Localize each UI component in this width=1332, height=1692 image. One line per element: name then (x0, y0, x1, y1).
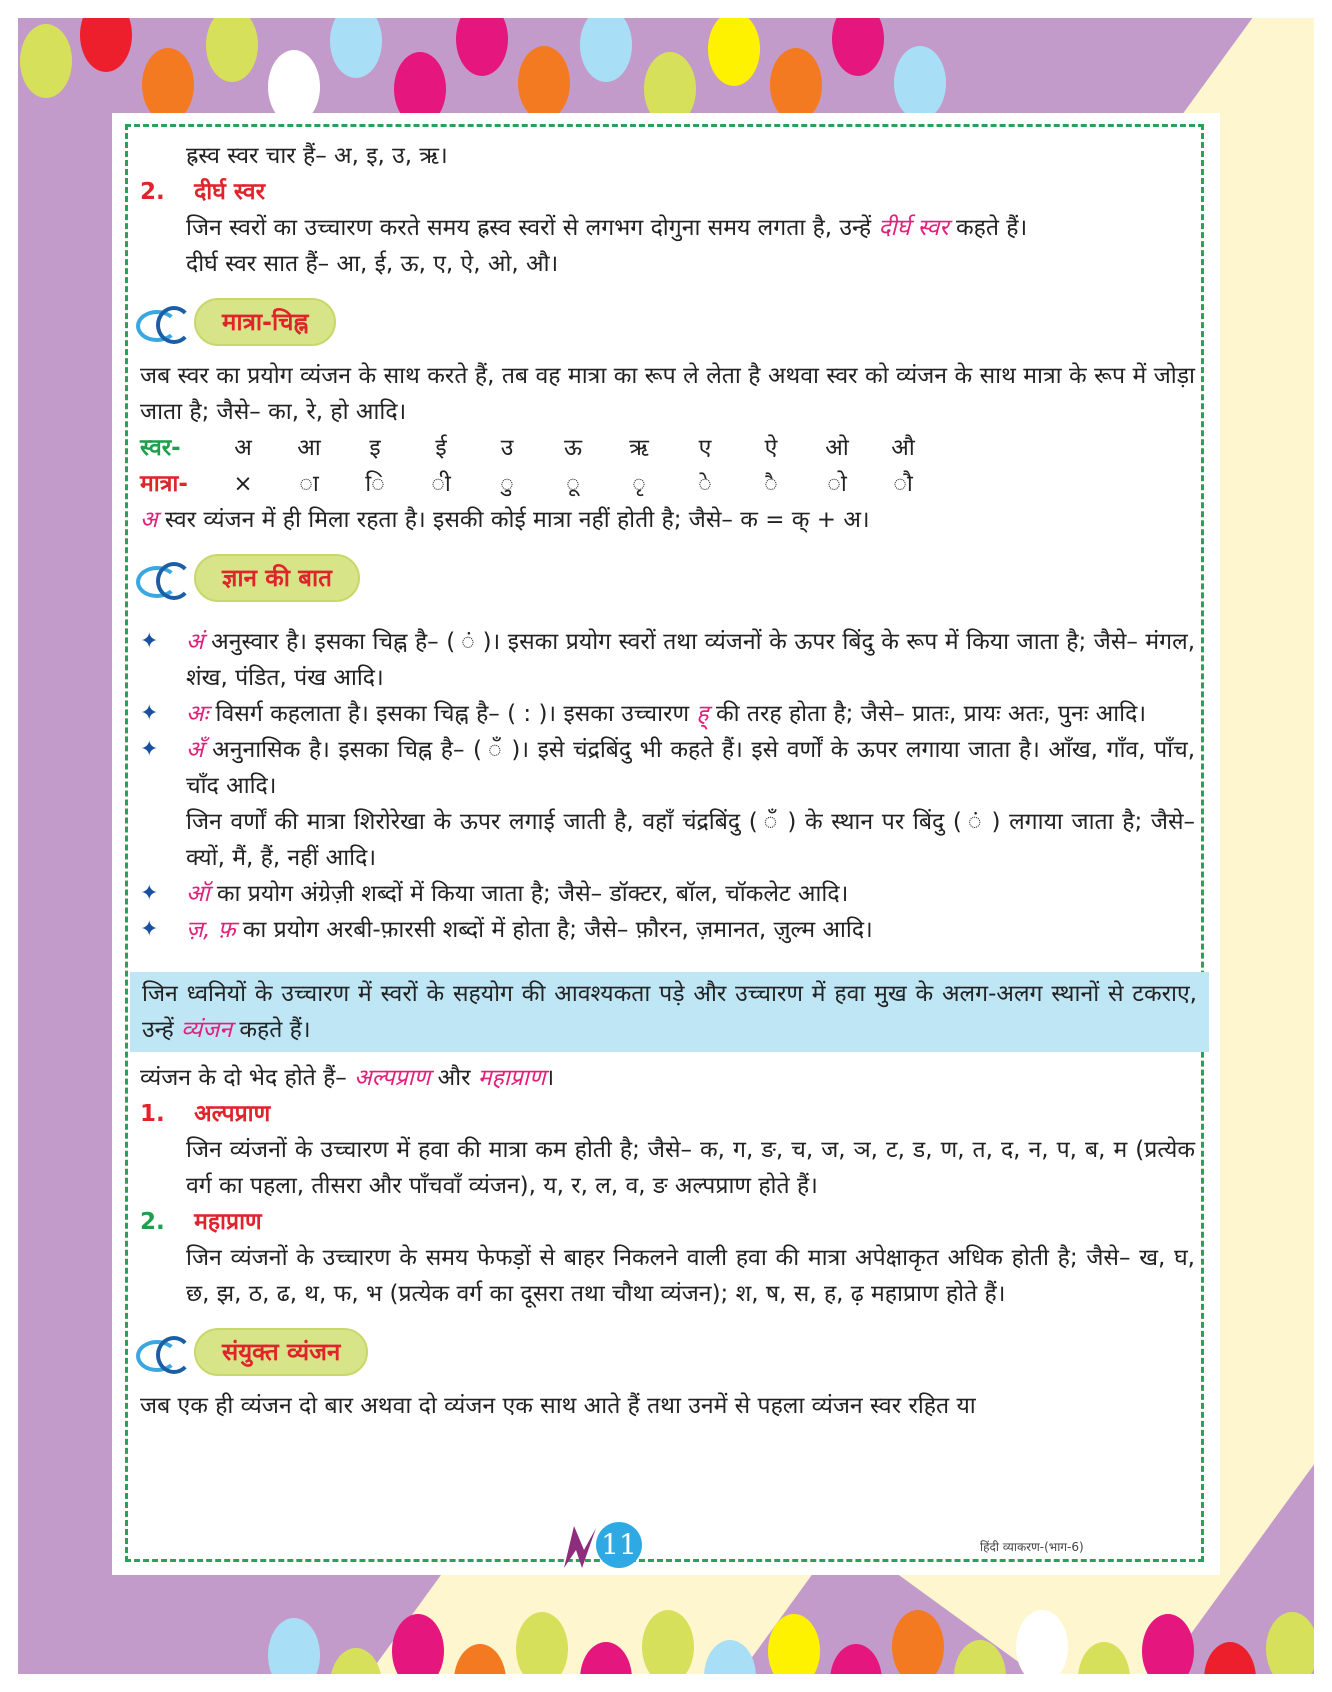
swirl-icon (136, 558, 194, 598)
bhed-end: । (545, 1065, 555, 1091)
anusvar-term: अं (186, 629, 204, 655)
gyan-bullet-anunasik (140, 732, 1195, 804)
main-content (140, 138, 1195, 1424)
hrasva-line: ह्रस्व स्वर चार हैं– अ, इ, उ, ऋ। (186, 143, 448, 169)
aw-text: का प्रयोग अंग्रेज़ी शब्दों में किया जाता है; जैसे– डॉक्टर, बॉल, चॉकलेट आदि। (216, 881, 849, 907)
decor-dot (330, 18, 382, 78)
matra-heading: मात्रा-चिह्न (194, 298, 336, 346)
swirl-icon (136, 302, 194, 342)
swar-cell: ए (698, 435, 712, 461)
decor-dot (80, 18, 132, 72)
ribbon-icon (560, 1520, 600, 1570)
visarg-h: ह् (696, 701, 709, 727)
decor-dot (892, 1610, 944, 1674)
matra-label: मात्रा- (140, 471, 188, 497)
swar-cell: ऊ (563, 435, 583, 461)
nukta-term: ज़, फ़ (186, 917, 236, 943)
decor-dot (1016, 1610, 1068, 1674)
visarg-term: अः (186, 701, 209, 727)
gyan-bullet-nukta (140, 912, 1195, 948)
a-note (140, 502, 1195, 538)
bhed-term-maha: महाप्राण (477, 1065, 546, 1091)
decor-dot (206, 18, 258, 82)
book-title: हिंदी व्याकरण-(भाग-6) (980, 1540, 1084, 1554)
gyan-heading: ज्ञान की बात (194, 554, 360, 602)
swar-cell: औ (891, 435, 915, 461)
matra-cell: े (698, 471, 712, 497)
matra-cell: ू (566, 471, 580, 497)
dirgha-text-a: जिन स्वरों का उच्चारण करते समय ह्रस्व स्वरों से लगभग दोगुना समय लगता है, उन्हें (186, 215, 872, 241)
star-bullet-icon: ✦ (140, 701, 159, 726)
matra-cell: ै (764, 471, 778, 497)
maha-text: जिन व्यंजनों के उच्चारण के समय फेफड़ों से बाहर निकलने वाली हवा की मात्रा अपेक्षाकृत अधिक होती है; जैसे– ख, घ, छ, झ, ठ, ढ, थ, फ, भ (प्रत्येक वर्ग का दूसरा तथा चौथा व्यंजन); श, ष, स, ह, ढ़ महाप्राण होते हैं। (186, 1245, 1195, 1307)
swar-cell: आ (297, 435, 321, 461)
decor-dot (142, 48, 194, 122)
vyanjan-def-a: जिन ध्वनियों के उच्चारण में स्वरों के सहयोग की आवश्यकता पड़े और उच्चारण में हवा मुख के अलग-अलग स्थानों से टकराए, उन्हें (142, 981, 1197, 1043)
vyanjan-def-b: कहते हैं। (239, 1017, 311, 1043)
swirl-icon (136, 1332, 194, 1372)
decor-dot (830, 1644, 882, 1674)
decor-dot (580, 18, 632, 82)
bhed-text: व्यंजन के दो भेद होते हैं– (140, 1065, 347, 1091)
anunasik-text: अनुनासिक है। इसका चिह्न है– ( ँ )। इसे चंद्रबिंदु भी कहते हैं। इसे वर्णों के ऊपर लगाया जाता है। आँख, गाँव, पाँच, चाँद आदि। (186, 737, 1195, 799)
decor-dot (770, 48, 822, 122)
matra-heading-badge (136, 296, 1195, 348)
maha-number: 2. (140, 1209, 165, 1235)
decor-dot (832, 18, 884, 76)
alp-number: 1. (140, 1101, 165, 1127)
dirgha-title: दीर्घ स्वर (194, 179, 265, 205)
decor-dot (268, 1618, 320, 1674)
anunasik-term: अँ (186, 737, 204, 763)
sanyukt-heading-badge (136, 1326, 1195, 1378)
star-bullet-icon: ✦ (140, 881, 159, 906)
alp-heading (140, 1096, 1195, 1132)
bhed-term-alp: अल्पप्राण (354, 1065, 431, 1091)
decor-dot (1204, 1642, 1256, 1674)
star-bullet-icon: ✦ (140, 737, 159, 762)
bhed-and: और (437, 1065, 471, 1091)
gyan-bullet-aw (140, 876, 1195, 912)
decor-dot (642, 1610, 694, 1674)
sanyukt-heading: संयुक्त व्यंजन (194, 1328, 368, 1376)
dirgha-text-b: कहते हैं। (955, 215, 1028, 241)
matra-cell: ृ (632, 471, 646, 497)
gyan-bullet-anusvar (140, 624, 1195, 696)
visarg-text-a: विसर्ग कहलाता है। इसका चिह्न है– ( : )। इसका उच्चारण (215, 701, 690, 727)
anusvar-text: अनुस्वार है। इसका चिह्न है– ( ं )। इसका प्रयोग स्वरों तथा व्यंजनों के ऊपर बिंदु के रूप में किया जाता है; जैसे– मंगल, शंख, पंडित, पंख आदि। (186, 629, 1196, 691)
matra-cell: ा (299, 471, 319, 497)
dirgha-list: दीर्घ स्वर सात हैं– आ, ई, ऊ, ए, ऐ, ओ, औ। (186, 251, 559, 277)
swar-cell: ओ (825, 435, 849, 461)
decor-dot (20, 24, 72, 98)
decor-dot (518, 46, 570, 120)
alp-text: जिन व्यंजनों के उच्चारण में हवा की मात्रा कम होती है; जैसे– क, ग, ङ, च, ज, ञ, ट, ड, ण, त, द, न, प, ब, म (प्रत्येक वर्ग का पहला, तीसरा और पाँचवाँ व्यंजन), य, र, ल, व, ङ अल्पप्राण होते हैं। (186, 1137, 1195, 1199)
swar-cell: ऋ (629, 435, 649, 461)
matra-row (140, 466, 1195, 502)
dirgha-number: 2. (140, 179, 165, 205)
dirgha-definition (140, 210, 1195, 246)
a-note-text: स्वर व्यंजन में ही मिला रहता है। इसकी कोई मात्रा नहीं होती है; जैसे– क = क् + अ। (164, 507, 870, 533)
matra-cell: ु (500, 471, 514, 497)
nukta-text: का प्रयोग अरबी-फ़ारसी शब्दों में होता है; जैसे– फ़ौरन, ज़मानत, ज़ुल्म आदि। (242, 917, 873, 943)
swar-row (140, 430, 1195, 466)
aw-term: ऑ (186, 881, 210, 907)
star-bullet-icon: ✦ (140, 629, 159, 654)
alp-title: अल्पप्राण (194, 1101, 271, 1127)
decor-dot (456, 18, 508, 76)
matra-cell: ि (365, 471, 385, 497)
matra-cell: ी (431, 471, 451, 497)
swar-label: स्वर- (140, 435, 181, 461)
decor-dot (1266, 1612, 1314, 1674)
decor-dot (894, 46, 946, 120)
vyanjan-bhed (140, 1060, 1195, 1096)
anunasik-extra: जिन वर्णों की मात्रा शिरोरेखा के ऊपर लगाई जाती है, वहाँ चंद्रबिंदु ( ँ ) के स्थान पर बिंदु ( ं ) लगाया जाता है; जैसे– क्यों, मैं, हैं, नहीं आदि। (186, 809, 1195, 871)
dirgha-heading (140, 174, 1195, 210)
maha-title: महाप्राण (194, 1209, 262, 1235)
swar-cell: ऐ (764, 435, 778, 461)
matra-cell: ो (827, 471, 847, 497)
swar-cell: उ (500, 435, 514, 461)
page-number: 11 (596, 1522, 642, 1568)
star-bullet-icon: ✦ (140, 917, 159, 942)
gyan-bullet-visarg (140, 696, 1195, 732)
vyanjan-definition-box (130, 972, 1209, 1052)
decor-dot (330, 1648, 382, 1674)
decor-dot (708, 18, 760, 86)
matra-cell: ौ (893, 471, 913, 497)
visarg-text-b: की तरह होता है; जैसे– प्रातः, प्रायः अतः, पुनः आदि। (715, 701, 1147, 727)
dirgha-term: दीर्घ स्वर (878, 215, 949, 241)
matra-intro: जब स्वर का प्रयोग व्यंजन के साथ करते हैं, तब वह मात्रा का रूप ले लेता है अथवा स्वर को व्यंजन के साथ मात्रा के रूप में जोड़ा जाता है; जैसे– का, रे, हो आदि। (140, 363, 1195, 425)
a-term: अ (140, 507, 158, 533)
swar-cell: अ (234, 435, 252, 461)
gyan-heading-badge (136, 552, 1195, 604)
vyanjan-def-term: व्यंजन (181, 1017, 233, 1043)
decor-dot (768, 1614, 820, 1674)
maha-heading (140, 1204, 1195, 1240)
swar-cell: ई (435, 435, 447, 461)
matra-cell: × (233, 471, 253, 497)
sanyukt-text: जब एक ही व्यंजन दो बार अथवा दो व्यंजन एक साथ आते हैं तथा उनमें से पहला व्यंजन स्वर रहित या (140, 1393, 976, 1419)
swar-cell: इ (369, 435, 381, 461)
